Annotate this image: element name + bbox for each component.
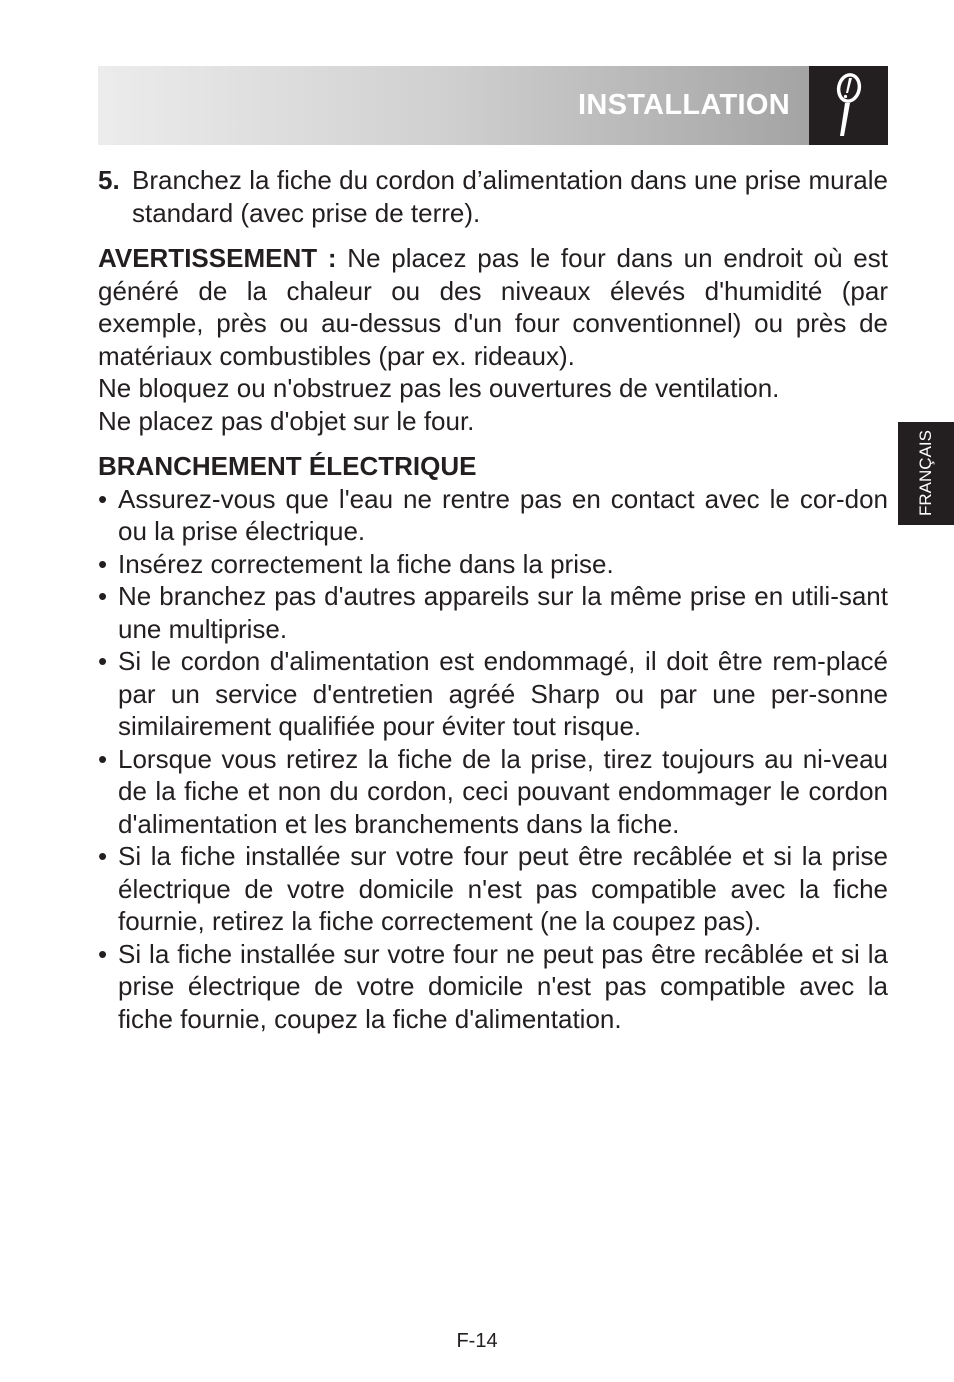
- warning-label: AVERTISSEMENT :: [98, 243, 337, 273]
- warning-line-ventilation: Ne bloquez ou n'obstruez pas les ouvertures de ventilation.: [98, 373, 780, 403]
- list-item: [98, 580, 888, 645]
- list-item-text: Si la fiche installée sur votre four ne peut pas être recâblée et si la prise électrique de votre domicile n'est pas compatible avec la fiche fournie, coupez la fiche d'alimentation.: [118, 938, 888, 1034]
- page-number: F-14: [456, 1330, 498, 1352]
- bullet-icon: •: [98, 483, 108, 514]
- bullet-icon: •: [98, 646, 108, 676]
- page-content: [98, 164, 888, 1035]
- attention-exclamation-icon: [809, 66, 888, 145]
- list-item-text: Assurez-vous que l'eau ne rentre pas en contact avec le cor-don ou la prise électrique.: [118, 483, 888, 546]
- language-tab-label: FRANÇAIS: [916, 430, 935, 516]
- list-item-text: Lorsque vous retirez la fiche de la prise, tirez toujours au ni-veau de la fiche et non du cordon, ceci pouvant endommager le cordon d'alimentation et les branchements dans la fiche.: [118, 743, 888, 839]
- list-item-text: Insérez correctement la fiche dans la prise.: [118, 548, 614, 579]
- list-item: [98, 743, 888, 841]
- list-item-text: Si le cordon d'alimentation est endommagé, il doit être rem-placé par un service d'entretien agréé Sharp ou par une per-sonne similairement qualifiée pour éviter tout risque.: [118, 646, 888, 741]
- list-item: [98, 548, 888, 581]
- warning-paragraph: [98, 242, 888, 372]
- list-item-text: Ne branchez pas d'autres appareils sur la même prise en utili-sant une multiprise.: [118, 581, 888, 644]
- list-item: [98, 840, 888, 938]
- language-tab: [898, 422, 954, 525]
- warning-block: [98, 242, 888, 437]
- bullet-icon: •: [98, 743, 108, 774]
- list-item: [98, 483, 888, 548]
- section-title: INSTALLATION: [578, 89, 790, 121]
- step-item: [98, 164, 888, 229]
- step-text: Branchez la fiche du cordon d’alimentation dans une prise murale standard (avec prise de terre).: [132, 165, 888, 228]
- list-item: [98, 938, 888, 1036]
- bullet-list: [98, 483, 888, 1036]
- list-item: [98, 645, 888, 743]
- attention-icon-box: [809, 66, 888, 145]
- warning-text: Ne placez pas le four dans un endroit où est généré de la chaleur ou des niveaux élevés d'humidité (par exemple, près ou au-dessus d'un four conventionnel) ou près de matériaux combustibles (par ex. rideaux).: [98, 243, 888, 371]
- bullet-icon: •: [98, 548, 108, 579]
- warning-line-objects: Ne placez pas d'objet sur le four.: [98, 405, 475, 436]
- bullet-icon: •: [98, 938, 108, 969]
- section-heading: BRANCHEMENT ÉLECTRIQUE: [98, 451, 477, 481]
- list-item-text: Si la fiche installée sur votre four peut être recâblée et si la prise électrique de votre domicile n'est pas compatible avec la fiche fournie, retirez la fiche correctement (ne la coupez pas).: [118, 841, 888, 936]
- section-header-bar: [98, 66, 888, 145]
- step-number: 5.: [98, 165, 120, 195]
- bullet-icon: •: [98, 841, 108, 871]
- bullet-icon: •: [98, 581, 108, 611]
